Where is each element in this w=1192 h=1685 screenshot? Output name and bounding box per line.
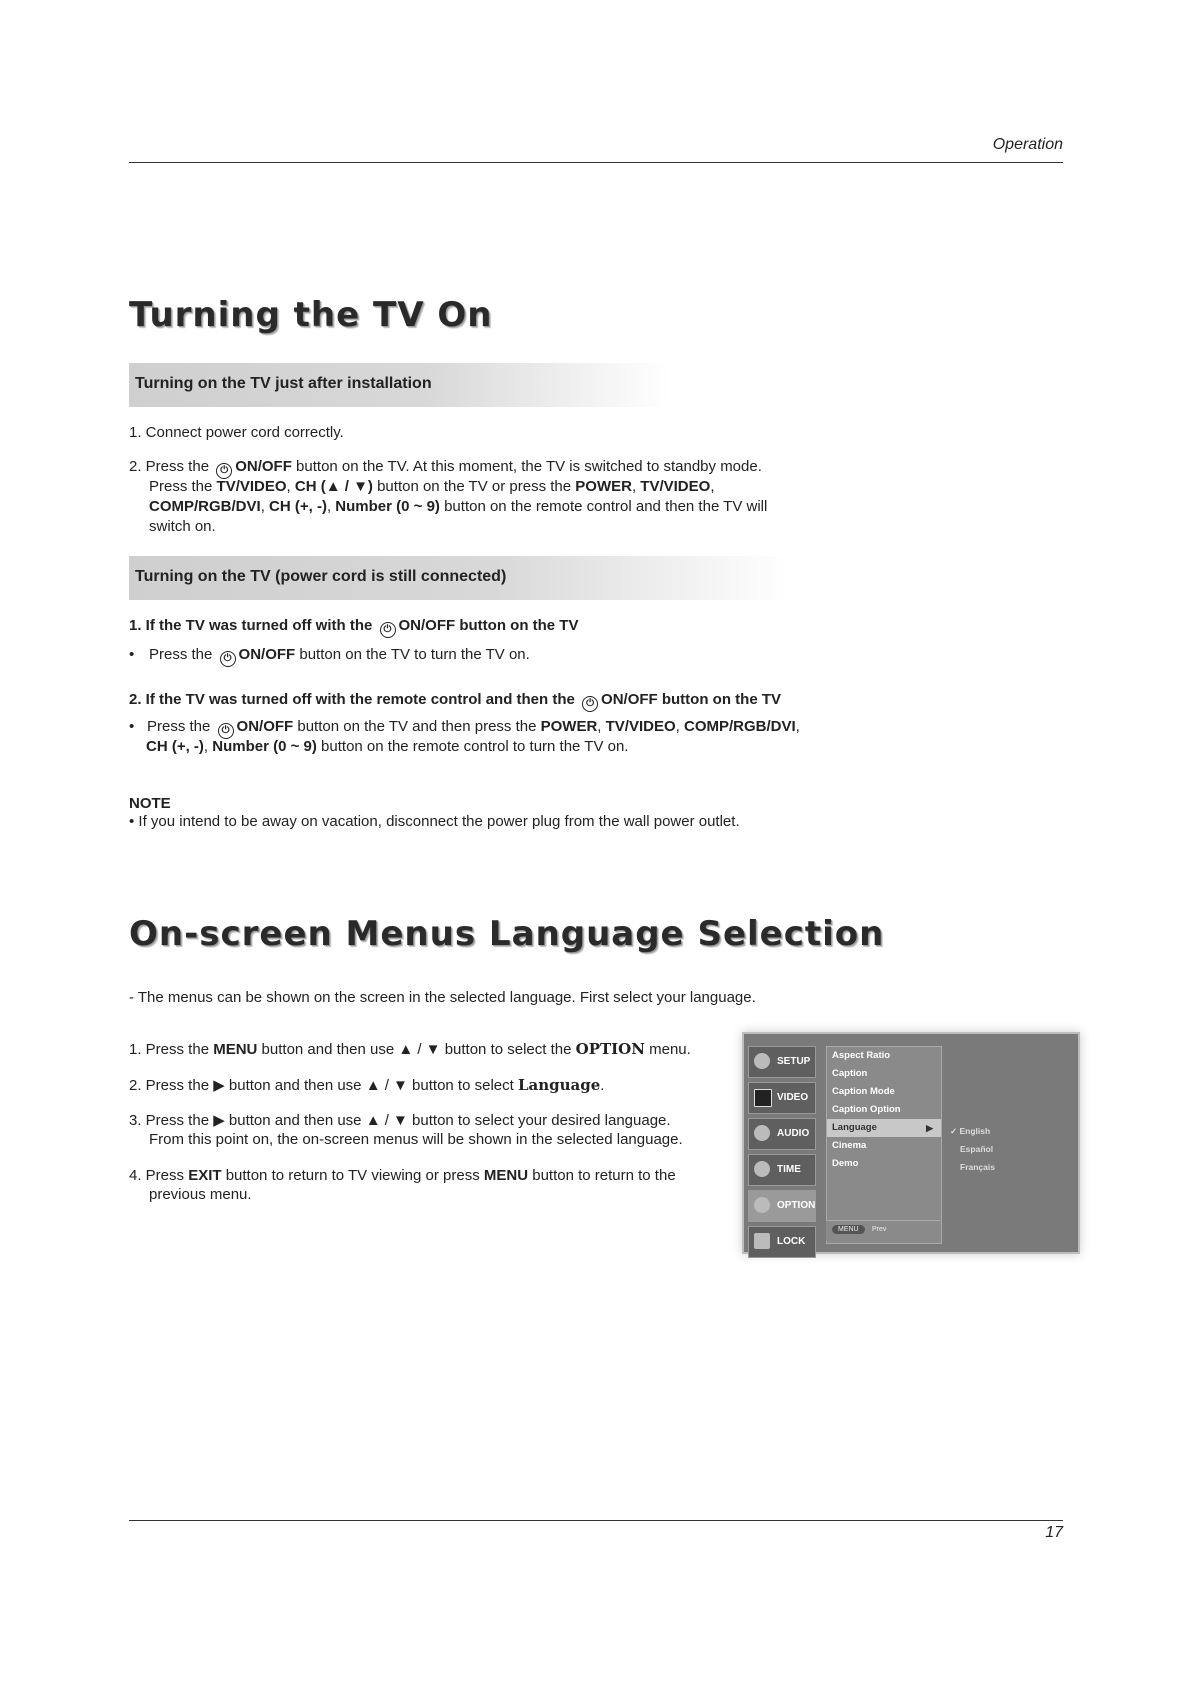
language-step3: 3. Press the ▶ button and then use ▲ / ▼ button to select your desired language. <box>129 1112 671 1129</box>
osd-item-caption-option: Caption Option <box>832 1104 901 1115</box>
header-rule <box>129 162 1063 163</box>
case2-bullet-cont: CH (+, -), Number (0 ~ 9) button on the remote control to turn the TV on. <box>146 738 629 755</box>
osd-menu-screenshot <box>742 1032 1080 1254</box>
osd-tab-video: VIDEO <box>748 1082 816 1114</box>
osd-tab-lock: LOCK <box>748 1226 816 1258</box>
case2-bullet: • Press the ⏻ ON/OFF button on the TV and then press the POWER, TV/VIDEO, COMP/RGB/DVI, <box>129 717 889 739</box>
osd-item-demo: Demo <box>832 1158 859 1169</box>
step-press-onoff-cont1: Press the TV/VIDEO, CH (▲ / ▼) button on the TV or press the POWER, TV/VIDEO, <box>149 478 715 495</box>
subheading-cord-connected: Turning on the TV (power cord is still connected) <box>135 568 507 585</box>
osd-tab-column <box>748 1046 816 1262</box>
power-icon: ⏻ <box>582 696 598 712</box>
page-number: 17 <box>1045 1524 1063 1541</box>
osd-tab-option: OPTION <box>748 1190 816 1222</box>
power-icon: ⏻ <box>216 463 232 479</box>
language-step1: 1. Press the MENU button and then use ▲ / ▼ button to select the OPTION menu. <box>129 1040 691 1058</box>
section-title-language: On-screen Menus Language Selection <box>129 914 885 954</box>
case1-heading: 1. If the TV was turned off with the ⏻ ON/OFF button on the TV <box>129 616 578 638</box>
case1-bullet: • Press the ⏻ ON/OFF button on the TV to turn the TV on. <box>129 645 530 667</box>
osd-tab-setup: SETUP <box>748 1046 816 1078</box>
setup-icon <box>754 1053 770 1069</box>
osd-lang-francais: Français <box>960 1162 995 1172</box>
step-connect-power: 1. Connect power cord correctly. <box>129 424 344 441</box>
step-press-onoff-cont3: switch on. <box>149 518 216 535</box>
language-step2: 2. Press the ▶ button and then use ▲ / ▼ button to select Language. <box>129 1076 605 1094</box>
osd-lang-english: ✓ English <box>950 1126 991 1136</box>
section-label: Operation <box>992 136 1063 153</box>
language-step3-cont: From this point on, the on-screen menus will be shown in the selected language. <box>149 1131 683 1148</box>
osd-item-cinema: Cinema <box>832 1140 867 1151</box>
osd-prev-label: Prev <box>872 1226 887 1233</box>
power-icon: ⏻ <box>218 723 234 739</box>
osd-option-list <box>826 1046 942 1244</box>
language-intro: - The menus can be shown on the screen in the selected language. First select your language. <box>129 989 756 1006</box>
step-press-onoff-cont2: COMP/RGB/DVI, CH (+, -), Number (0 ~ 9) button on the remote control and then the TV will <box>149 498 768 515</box>
subheading-bar-cord-connected <box>129 556 789 600</box>
osd-tab-time: TIME <box>748 1154 816 1186</box>
note-text: • If you intend to be away on vacation, disconnect the power plug from the wall power outlet. <box>129 813 740 830</box>
osd-footer <box>826 1220 940 1241</box>
note-label: NOTE <box>129 795 171 812</box>
language-step4-cont: previous menu. <box>149 1186 252 1203</box>
subheading-bar-installation <box>129 363 669 407</box>
osd-lang-espanol: Español <box>960 1144 994 1154</box>
case2-heading: 2. If the TV was turned off with the remote control and then the ⏻ ON/OFF button on the TV <box>129 690 781 712</box>
power-icon: ⏻ <box>220 651 236 667</box>
video-icon <box>754 1089 772 1107</box>
time-icon <box>754 1161 770 1177</box>
osd-item-aspect-ratio: Aspect Ratio <box>832 1050 891 1061</box>
audio-icon <box>754 1125 770 1141</box>
step-press-onoff: 2. Press the ⏻ ON/OFF button on the TV. At this moment, the TV is switched to standby mode. <box>129 457 849 479</box>
osd-item-caption-mode: Caption Mode <box>832 1086 895 1097</box>
option-icon <box>754 1197 770 1213</box>
osd-tab-audio: AUDIO <box>748 1118 816 1150</box>
language-step4: 4. Press EXIT button to return to TV viewing or press MENU button to return to the <box>129 1167 676 1184</box>
section-title-turning-on: Turning the TV On <box>129 295 493 335</box>
osd-item-caption: Caption <box>832 1068 868 1079</box>
lock-icon <box>754 1233 770 1249</box>
power-icon: ⏻ <box>380 622 396 638</box>
footer-rule <box>129 1520 1063 1521</box>
osd-menu-button: MENU <box>832 1225 865 1234</box>
osd-item-language: Language ▶ <box>827 1119 941 1137</box>
subheading-installation: Turning on the TV just after installation <box>135 375 432 392</box>
